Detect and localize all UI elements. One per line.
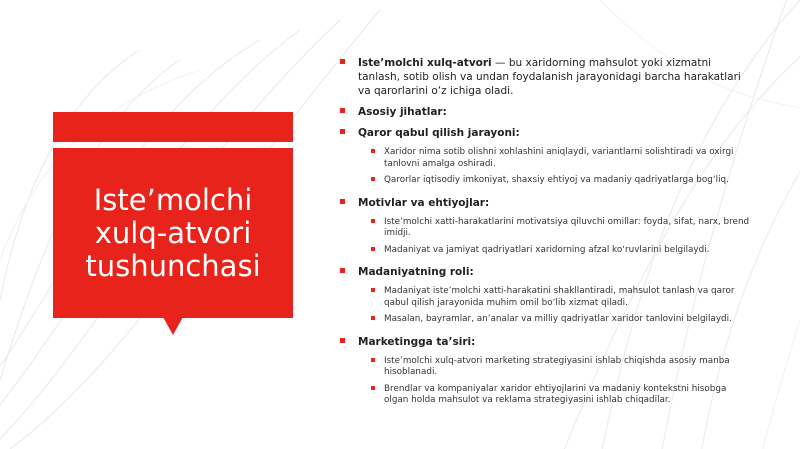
section-heading-decision: Qaror qabul qilish jarayoni: <box>340 126 750 140</box>
intro-term: Iste’molchi xulq-atvori <box>358 57 492 69</box>
square-bullet-icon <box>340 108 345 113</box>
square-bullet-icon <box>371 219 375 223</box>
list-item: Masalan, bayramlar, an’analar va milliy qadriyatlar xaridor tanlovini belgilaydi. <box>340 314 750 326</box>
aspects-heading: Asosiy jihatlar: <box>340 105 750 119</box>
title-card-pointer <box>163 317 183 335</box>
list-item: Iste’molchi xatti-harakatlarini motivatsiya qiluvchi omillar: foyda, sifat, narx, brend imidji. <box>340 217 750 240</box>
list-item: Brendlar va kompaniyalar xaridor ehtiyojlarini va madaniy kontekstni hisobga olgan holda mahsulot va reklama strategiyasini ishlab chiqadilar. <box>340 384 750 407</box>
section-heading-motives: Motivlar va ehtiyojlar: <box>340 196 750 210</box>
square-bullet-icon <box>340 338 345 343</box>
square-bullet-icon <box>340 199 345 204</box>
list-item: Iste’molchi xulq-atvori marketing strategiyasini ishlab chiqishda asosiy manba hisoblanadi. <box>340 356 750 379</box>
square-bullet-icon <box>371 247 375 251</box>
list-item: Xaridor nima sotib olishni xohlashini aniqlaydi, variantlarni solishtiradi va oxirgi tanlovni amalga oshiradi. <box>340 147 750 170</box>
square-bullet-icon <box>371 177 375 181</box>
intro-definition: — bu xaridorning mahsulot yoki xizmatni tanlash, sotib olish va undan foydalanish jarayonidagi barcha harakatlari va qarorlarini o‘z ichiga oladi. <box>358 57 741 97</box>
title-card-top-band <box>53 112 293 142</box>
square-bullet-icon <box>371 288 375 292</box>
list-item: Qarorlar iqtisodiy imkoniyat, shaxsiy ehtiyoj va madaniy qadriyatlarga bog‘liq. <box>340 175 750 187</box>
square-bullet-icon <box>371 386 375 390</box>
square-bullet-icon <box>340 59 345 64</box>
content-list <box>340 56 750 412</box>
list-item: Madaniyat iste’molchi xatti-harakatini shakllantiradi, mahsulot tanlash va qaror qabul qilish jarayonida muhim omil bo‘lib xizmat qiladi. <box>340 286 750 309</box>
square-bullet-icon <box>371 149 375 153</box>
square-bullet-icon <box>371 316 375 320</box>
list-item: Madaniyat va jamiyat qadriyatlari xaridorning afzal ko‘ruvlarini belgilaydi. <box>340 245 750 257</box>
square-bullet-icon <box>340 129 345 134</box>
square-bullet-icon <box>371 358 375 362</box>
section-heading-culture: Madaniyatning roli: <box>340 265 750 279</box>
section-heading-marketing: Marketingga ta’siri: <box>340 335 750 349</box>
square-bullet-icon <box>340 268 345 273</box>
slide-title: Iste’molchi xulq-atvori tushunchasi <box>85 182 261 283</box>
title-card <box>53 148 293 318</box>
intro-item <box>340 56 750 98</box>
